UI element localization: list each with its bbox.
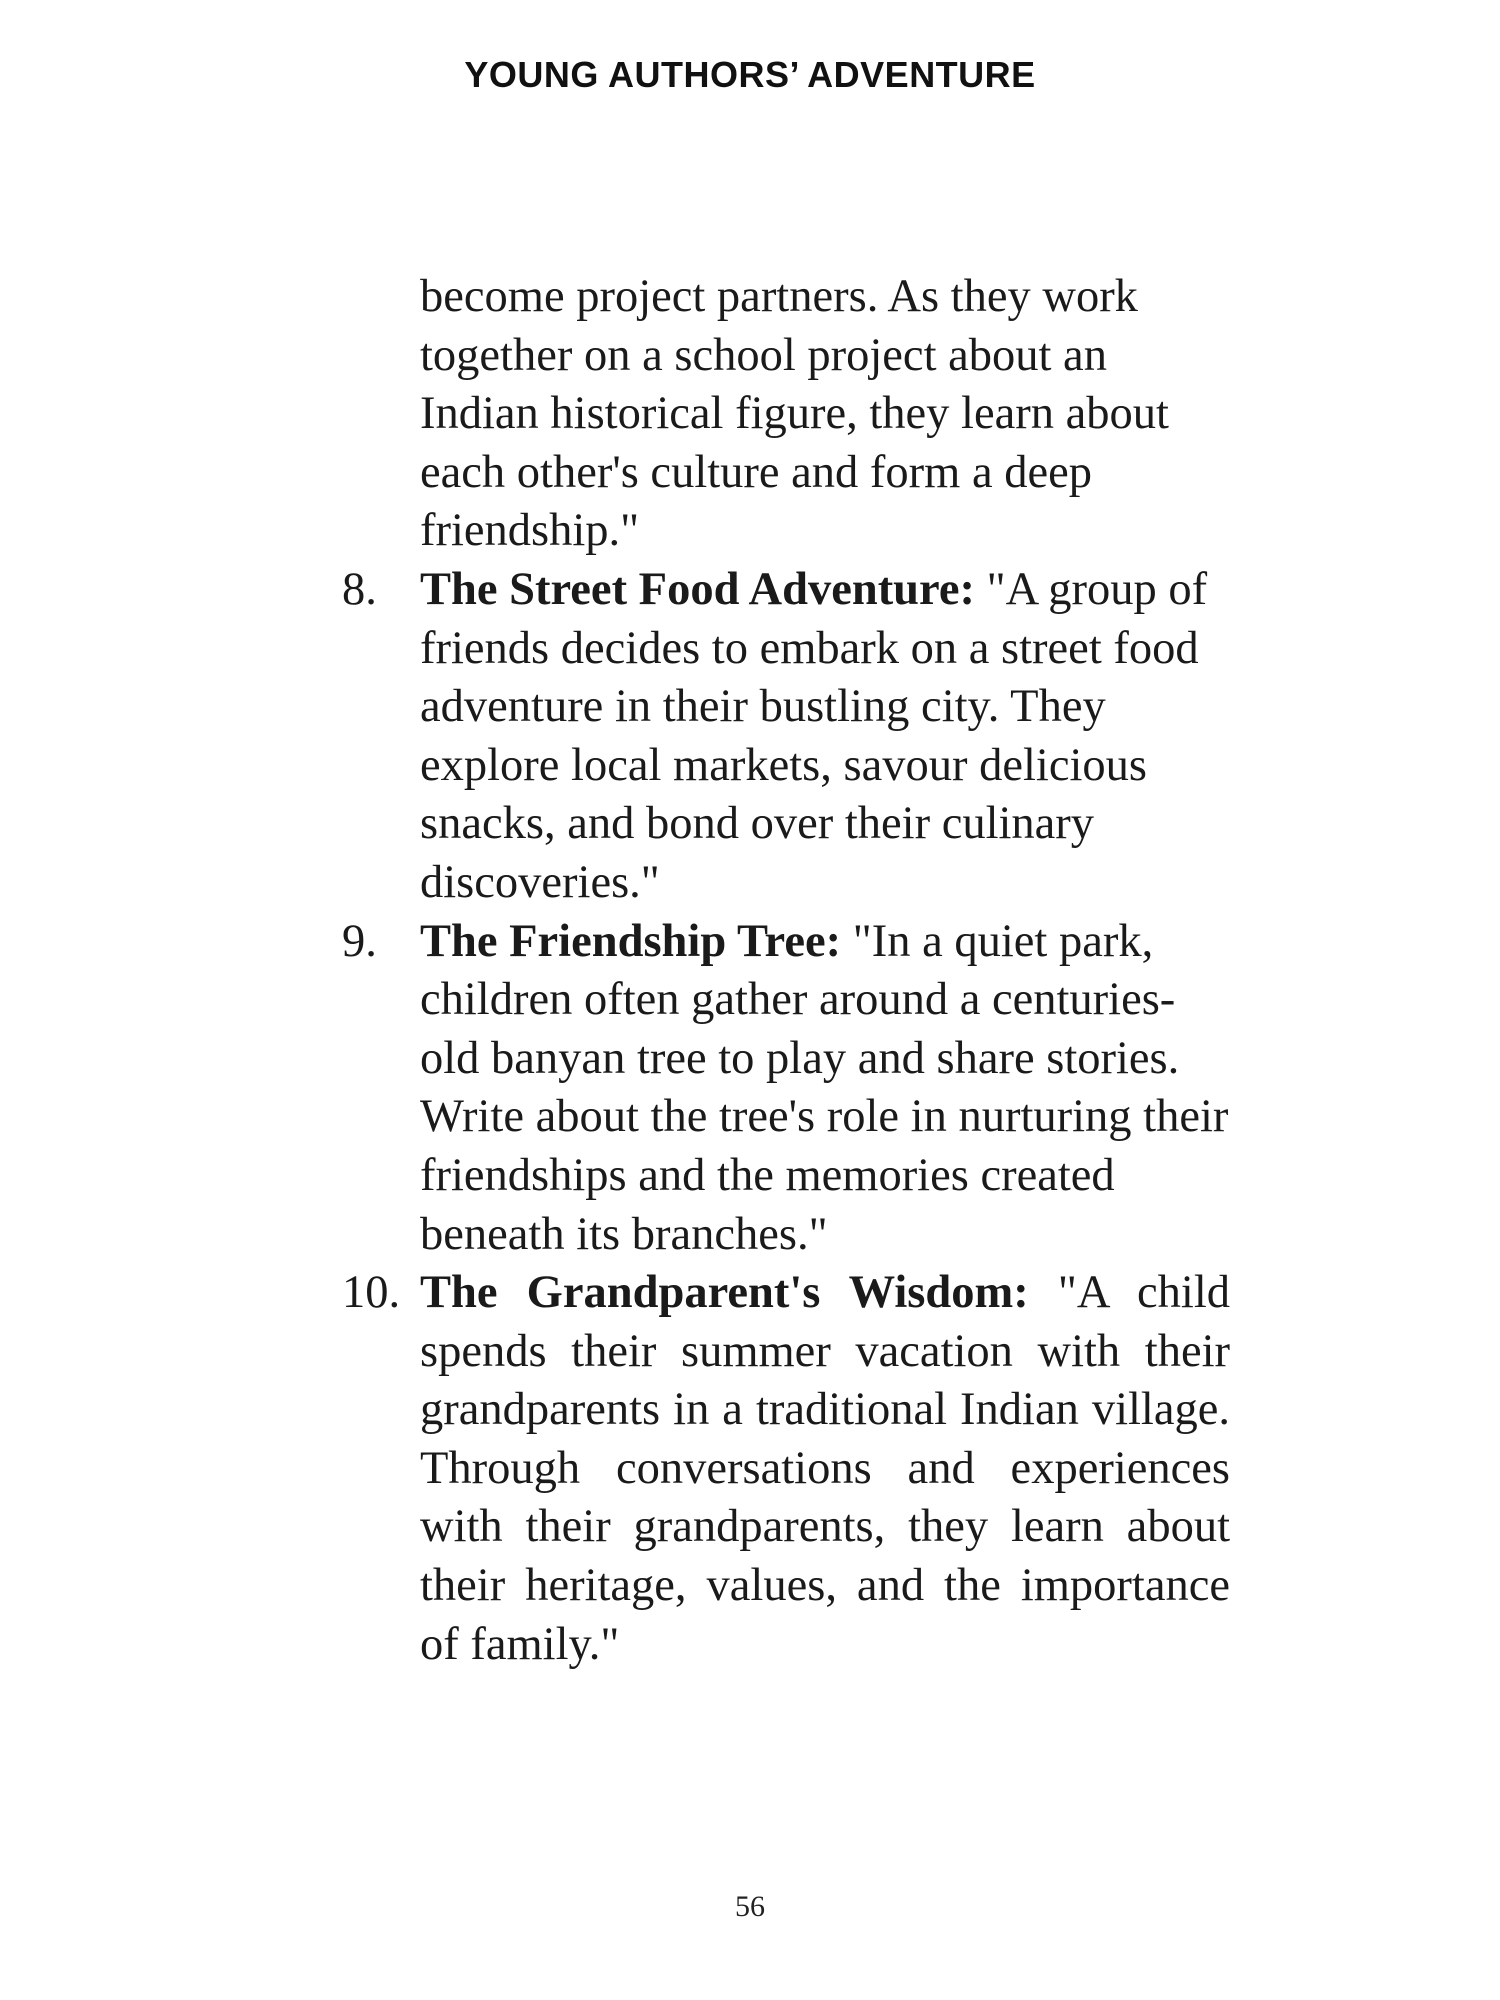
list-item-text xyxy=(420,561,1230,913)
page-body xyxy=(342,268,1230,1674)
continuation-paragraph: become project partners. As they work together on a school project about an Indian historical figure, they learn about each other's culture and form a deep friendship." xyxy=(420,271,1169,557)
list-item-number: 8. xyxy=(342,563,377,615)
page-number: 56 xyxy=(735,1890,765,1923)
list-item-description: "A child spends their summer vacation with their grandparents in a traditional Indian village. Through conversations and experiences with their grandparents, they learn about their heritage, values, and the importance of family." xyxy=(420,1267,1230,1670)
list-item-description: "A group of friends decides to embark on a street food adventure in their bustling city. They explore local markets, savour delicious snacks, and bond over their culinary discoveries." xyxy=(420,563,1208,908)
list-item-description: "In a quiet park, children often gather around a centuries-old banyan tree to play and share stories. Write about the tree's role in nurturing their friendships and the memories created beneath its branches." xyxy=(420,915,1229,1260)
list-item-number: 9. xyxy=(342,915,377,967)
list-item xyxy=(342,1264,1230,1674)
list-item-number: 10. xyxy=(342,1267,401,1319)
list-item-text xyxy=(420,913,1230,1265)
list-item xyxy=(342,913,1230,1265)
list-item-title: The Street Food Adventure: xyxy=(420,563,975,615)
list-item-text xyxy=(420,1264,1230,1674)
running-header: YOUNG AUTHORS’ ADVENTURE xyxy=(464,54,1036,95)
list-item-title: The Grandparent's Wisdom: xyxy=(420,1267,1029,1319)
list-item xyxy=(342,561,1230,913)
list-item-title: The Friendship Tree: xyxy=(420,915,842,967)
prompt-list xyxy=(342,561,1230,1674)
